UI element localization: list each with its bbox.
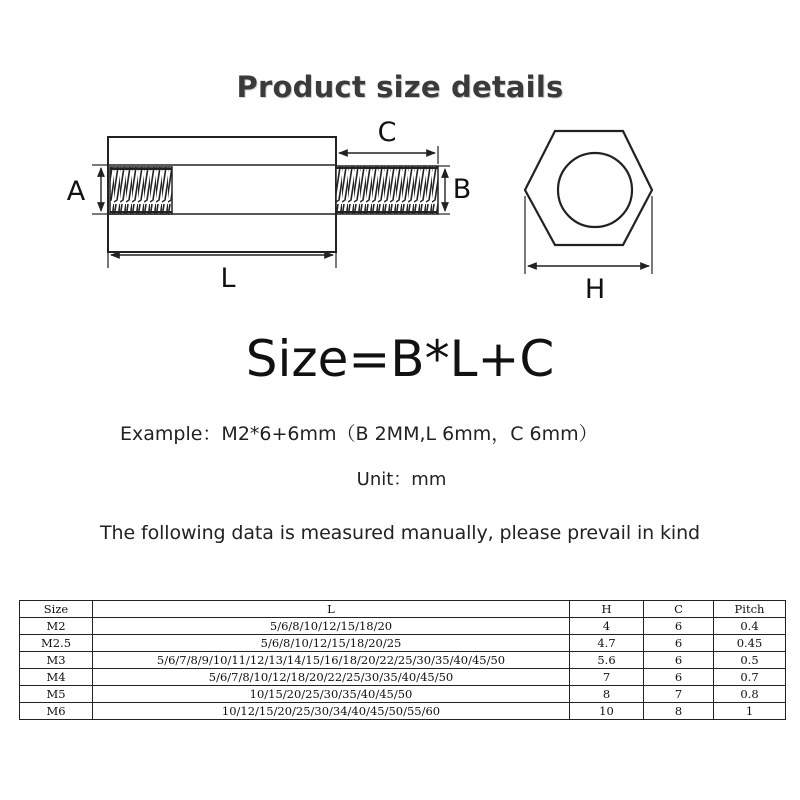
- cell-c: 8: [644, 703, 714, 720]
- header-c: C: [644, 601, 714, 618]
- dimension-h: [525, 196, 652, 305]
- internal-thread: [110, 167, 172, 214]
- cell-size: M2: [20, 618, 93, 635]
- cell-size: M5: [20, 686, 93, 703]
- cell-l: 5/6/7/8/10/12/18/20/22/25/30/35/40/45/50: [93, 669, 570, 686]
- cell-size: M4: [20, 669, 93, 686]
- cell-size: M2.5: [20, 635, 93, 652]
- cell-h: 8: [570, 686, 644, 703]
- cell-size: M6: [20, 703, 93, 720]
- cell-l: 5/6/7/8/9/10/11/12/13/14/15/16/18/20/22/25/30/35/40/45/50: [93, 652, 570, 669]
- cell-c: 6: [644, 618, 714, 635]
- cell-h: 4.7: [570, 635, 644, 652]
- cell-pitch: 0.4: [714, 618, 786, 635]
- cell-pitch: 0.5: [714, 652, 786, 669]
- measurement-note: The following data is measured manually, please prevail in kind: [100, 522, 700, 544]
- cell-pitch: 0.45: [714, 635, 786, 652]
- cell-h: 5.6: [570, 652, 644, 669]
- header-pitch: Pitch: [714, 601, 786, 618]
- size-table: [19, 600, 786, 720]
- cell-h: 4: [570, 618, 644, 635]
- hex-end-view: [525, 131, 652, 245]
- label-a: A: [66, 176, 86, 207]
- cell-pitch: 0.8: [714, 686, 786, 703]
- dimension-a: [67, 165, 108, 214]
- cell-l: 5/6/8/10/12/15/18/20/25: [93, 635, 570, 652]
- cell-pitch: 1: [714, 703, 786, 720]
- cell-h: 10: [570, 703, 644, 720]
- cell-h: 7: [570, 669, 644, 686]
- page-title: Product size details: [236, 70, 564, 104]
- dimension-c: [336, 117, 438, 164]
- cell-size: M3: [20, 652, 93, 669]
- table-row: [20, 703, 786, 720]
- table-row: [20, 686, 786, 703]
- label-c: C: [377, 117, 397, 148]
- header-l: L: [93, 601, 570, 618]
- table-row: [20, 635, 786, 652]
- header-h: H: [570, 601, 644, 618]
- cell-l: 10/12/15/20/25/30/34/40/45/50/55/60: [93, 703, 570, 720]
- cell-c: 7: [644, 686, 714, 703]
- cell-c: 6: [644, 635, 714, 652]
- label-b: B: [452, 174, 472, 205]
- cell-pitch: 0.7: [714, 669, 786, 686]
- label-h: H: [584, 274, 606, 305]
- table-row: [20, 652, 786, 669]
- header-size: Size: [20, 601, 93, 618]
- label-l: L: [220, 263, 236, 294]
- dimension-b: [438, 166, 471, 214]
- unit-text: Unit：mm: [356, 469, 447, 490]
- cell-l: 10/15/20/25/30/35/40/45/50: [93, 686, 570, 703]
- external-thread: [336, 166, 438, 214]
- example-text: Example：M2*6+6mm（B 2MM,L 6mm，C 6mm）: [120, 423, 598, 445]
- standoff-dimension-diagram: [0, 0, 800, 320]
- cell-l: 5/6/8/10/12/15/18/20: [93, 618, 570, 635]
- cell-c: 6: [644, 669, 714, 686]
- cell-c: 6: [644, 652, 714, 669]
- table-header-row: [20, 601, 786, 618]
- size-formula: Size=B*L+C: [245, 330, 555, 388]
- table-row: [20, 669, 786, 686]
- table-row: [20, 618, 786, 635]
- dimension-l: [108, 252, 336, 294]
